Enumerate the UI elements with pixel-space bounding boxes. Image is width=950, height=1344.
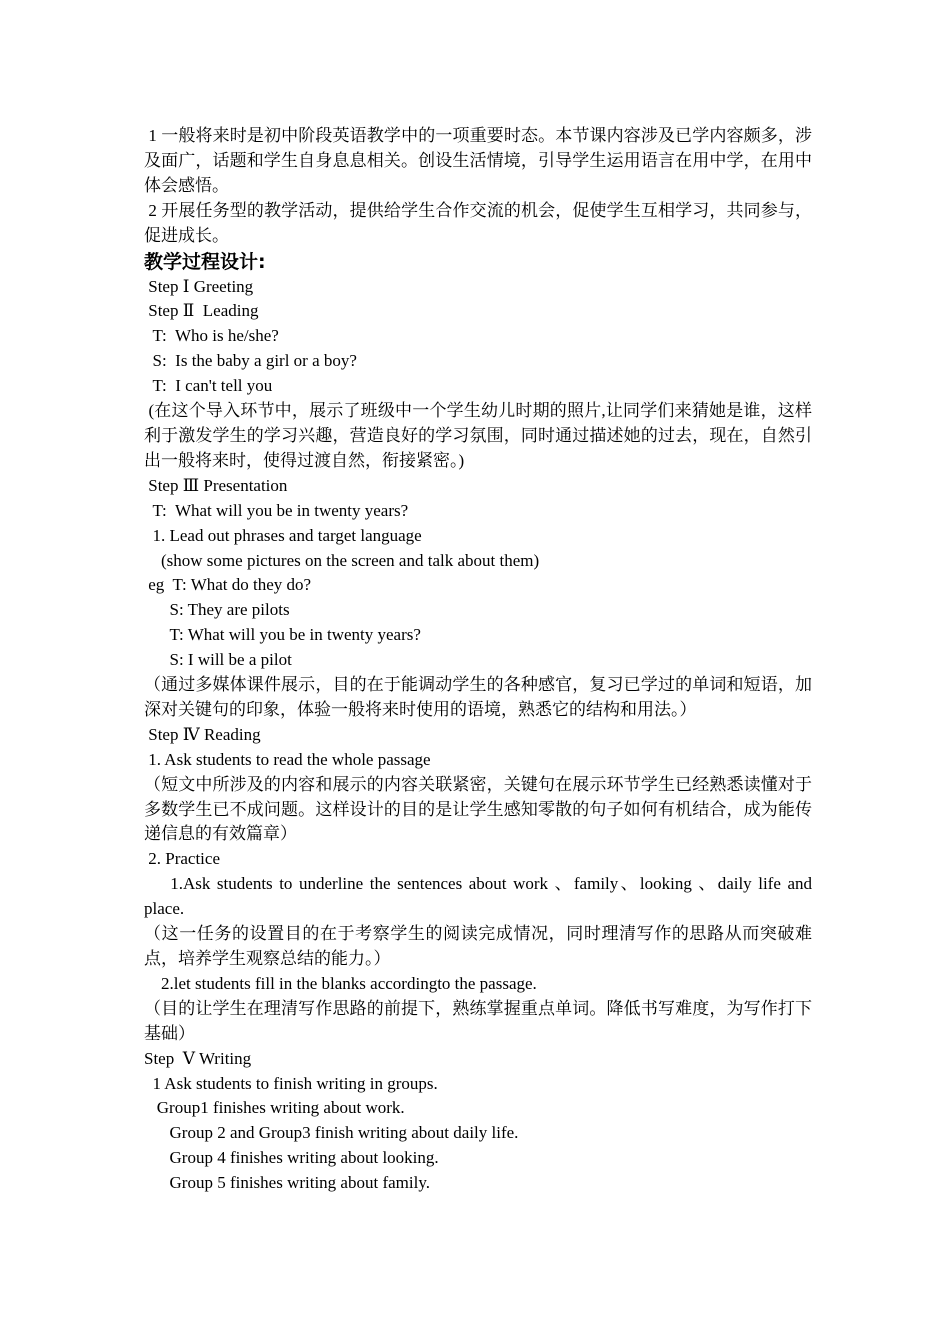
dialogue-line: T: I can't tell you	[144, 376, 273, 396]
practice-item-1: 1.Ask students to underline the sentences about work 、family、looking 、daily life and place.	[144, 874, 817, 919]
practice-note-1: （这一任务的设置目的在于考察学生的阅读完成情况，同时理清写作的思路从而突破难点，培养学生观察总结的能力。）	[144, 924, 812, 968]
group-line: Group1 finishes writing about work.	[144, 1098, 405, 1118]
step-2-title: Step Ⅱ Leading	[144, 301, 259, 321]
list-item: 1. Lead out phrases and target language	[144, 525, 422, 545]
list-item: 2. Practice	[144, 849, 220, 869]
group-line: Group 5 finishes writing about family.	[144, 1173, 430, 1193]
dialogue-line: S: Is the baby a girl or a boy?	[144, 351, 357, 371]
group-line: Group 2 and Group3 finish writing about daily life.	[144, 1123, 519, 1143]
intro-point-1: 1 一般将来时是初中阶段英语教学中的一项重要时态。本节课内容涉及已学内容颇多，涉及面广，话题和学生自身息息相关。创设生活情境，引导学生运用语言在用中学，在用中体会感悟。	[144, 126, 813, 195]
step-3-note: （通过多媒体课件展示，目的在于能调动学生的各种感官，复习已学过的单词和短语，加深对关键句的印象，体验一般将来时使用的语境，熟悉它的结构和用法。）	[144, 675, 812, 719]
section-heading: 教学过程设计:	[144, 250, 266, 273]
reading-note: （短文中所涉及的内容和展示的内容关联紧密，关键句在展示环节学生已经熟悉读懂对于多数学生已不成问题。这样设计的目的是让学生感知零散的句子如何有机结合，成为能传递信息的有效篇章）	[144, 774, 812, 844]
dialogue-line: T: What will you be in twenty years?	[144, 500, 409, 520]
list-item: 1. Ask students to read the whole passage	[144, 749, 431, 769]
step-5-title: Step Ⅴ Writing	[144, 1048, 252, 1068]
list-item: 1 Ask students to finish writing in groups.	[144, 1073, 438, 1093]
step-3-title: Step Ⅲ Presentation	[144, 475, 288, 495]
list-item-detail: (show some pictures on the screen and talk about them)	[144, 550, 540, 570]
document-page	[144, 124, 817, 1196]
dialogue-line: T: Who is he/she?	[144, 326, 279, 346]
group-line: Group 4 finishes writing about looking.	[144, 1148, 439, 1168]
example-line: T: What will you be in twenty years?	[144, 625, 421, 645]
practice-item-2: 2.let students fill in the blanks accordingto the passage.	[144, 973, 537, 993]
example-line: eg T: What do they do?	[144, 575, 312, 595]
step-4-title: Step Ⅳ Reading	[144, 724, 261, 744]
step-1-title: Step Ⅰ Greeting	[144, 276, 254, 296]
step-2-note: (在这个导入环节中，展示了班级中一个学生幼儿时期的照片,让同学们来猜她是谁，这样利于激发学生的学习兴趣，营造良好的学习氛围，同时通过描述她的过去，现在，自然引出一般将来时，使得过渡自然，衔接紧密。)	[144, 401, 812, 470]
practice-note-2: （目的让学生在理清写作思路的前提下，熟练掌握重点单词。降低书写难度，为写作打下基础）	[144, 998, 812, 1043]
example-line: S: They are pilots	[144, 600, 290, 620]
intro-point-2: 2 开展任务型的教学活动，提供给学生合作交流的机会，促使学生互相学习，共同参与，促进成长。	[144, 200, 813, 245]
example-line: S: I will be a pilot	[144, 650, 292, 670]
